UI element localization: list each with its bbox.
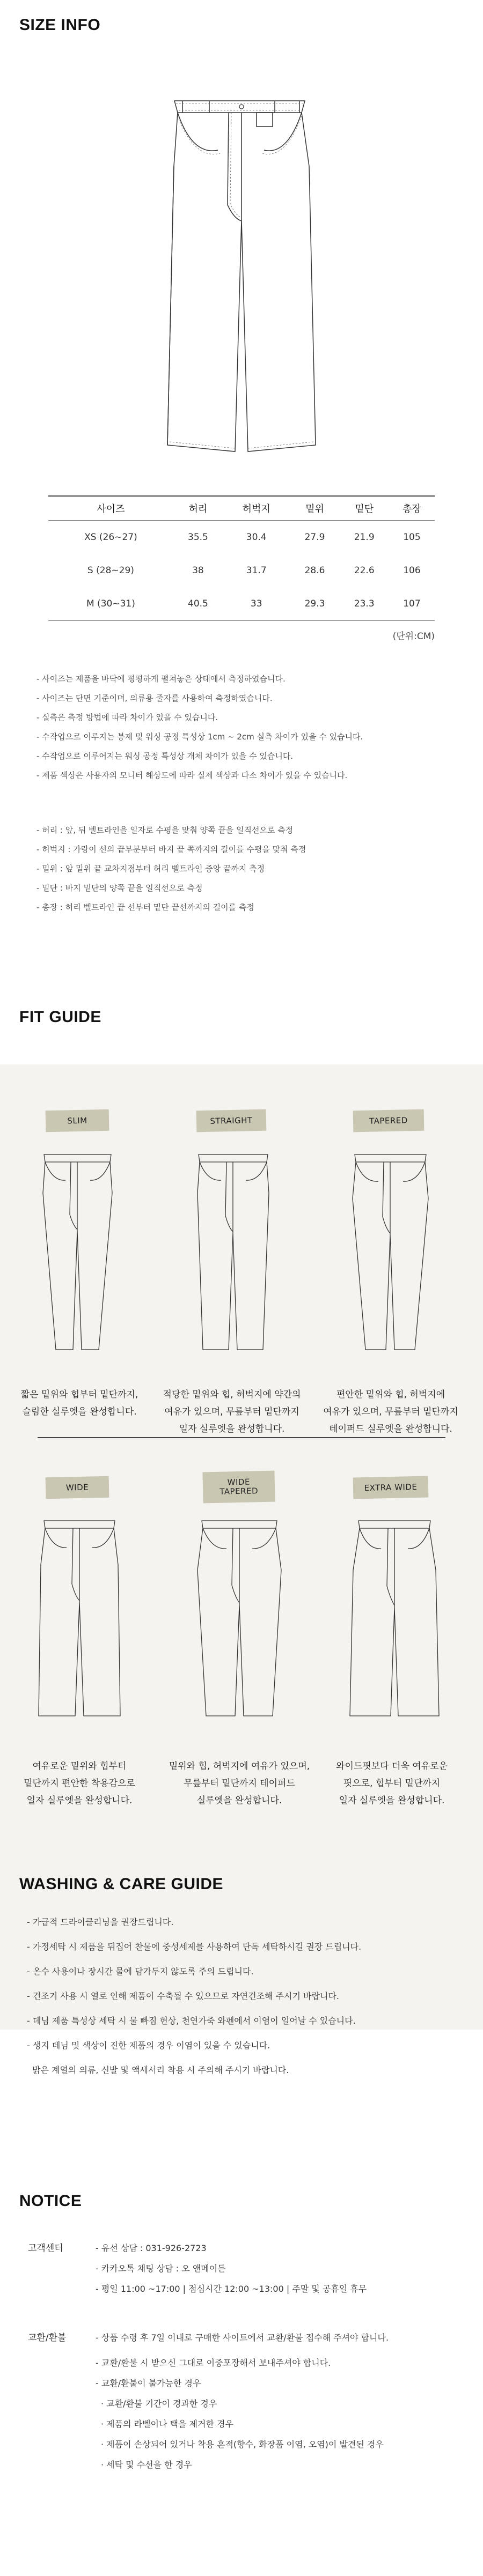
table-cell: 35.5 xyxy=(188,532,208,543)
extra-wide-jeans-icon xyxy=(349,1516,440,1720)
table-cell: 107 xyxy=(389,587,435,621)
wide-tapered-jeans-icon xyxy=(196,1516,282,1720)
list-item: · 세탁 및 수선을 한 경우 xyxy=(101,2460,192,2470)
fit-label: EXTRA WIDE xyxy=(364,1482,418,1493)
fit-label: WIDE xyxy=(65,1482,89,1492)
desc-line: 일자 실루엣을 완성합니다. xyxy=(179,1424,285,1434)
desc-line: 실루엣을 완성합니다. xyxy=(196,1795,282,1806)
table-cell: 40.5 xyxy=(173,587,223,621)
cs-label: 고객센터 xyxy=(28,2243,63,2254)
fit-tag-straight xyxy=(196,1109,267,1132)
header-rise: 밑위 xyxy=(290,496,339,521)
fit-divider xyxy=(38,1437,445,1438)
list-item: - 교환/환불이 불가능한 경우 xyxy=(96,2378,201,2388)
fit-figure-wide-tapered xyxy=(196,1516,282,1720)
fit-desc-tapered xyxy=(316,1386,466,1438)
fit-tag-wide-tapered xyxy=(202,1471,275,1504)
size-table xyxy=(48,495,435,621)
exchange-line: - 상품 수령 후 7일 이내로 구매한 사이트에서 교환/환불 접수해 주셔야 합니다. xyxy=(96,2333,389,2343)
table-cell: XS (26~27) xyxy=(84,532,137,543)
size-table-header xyxy=(48,496,435,521)
size-diagram xyxy=(161,80,322,456)
table-cell: 21.9 xyxy=(354,532,375,543)
washing-list xyxy=(27,1910,361,2083)
measurement-definitions xyxy=(36,820,306,917)
list-item: - 온수 사용이나 장시간 물에 담가두지 않도록 주의 드립니다. xyxy=(27,1966,254,1977)
fit-figure-slim xyxy=(39,1150,116,1354)
desc-line: 슬림한 실루엣을 완성합니다. xyxy=(22,1407,137,1417)
table-cell: 31.7 xyxy=(246,565,267,576)
fit-desc-extra-wide xyxy=(317,1758,467,1809)
list-item: - 데님 제품 특성상 세탁 시 물 빠짐 현상, 천연가죽 와펜에서 이염이 일어날 수 있습니다. xyxy=(27,2016,356,2026)
desc-line: 편안한 밑위와 힙, 허벅지에 xyxy=(336,1389,445,1400)
unit-label: (단위:CM) xyxy=(392,631,435,642)
table-row xyxy=(48,587,435,621)
fit-label: TAPERED xyxy=(219,1486,259,1497)
list-item: - 건조기 사용 시 열로 인해 제품이 수축될 수 있으므로 자연건조해 주시기 바랍니다. xyxy=(27,1991,339,2001)
desc-line: 여유가 있으며, 무릎부터 밑단까지 xyxy=(164,1407,299,1417)
notice-title: NOTICE xyxy=(19,2192,82,2210)
desc-line: 핏으로, 힙부터 밑단까지 xyxy=(343,1778,441,1789)
straight-jeans-icon xyxy=(194,1150,272,1354)
list-item: 밝은 계열의 의류, 신발 및 액세서리 착용 시 주의해 주시기 바랍니다. xyxy=(32,2065,289,2075)
table-cell: 33 xyxy=(223,587,290,621)
cs-kakao: - 카카오톡 채팅 상담 : 오 앤메이든 xyxy=(96,2263,226,2274)
fit-tag-wide xyxy=(46,1476,109,1499)
header-thigh: 허벅지 xyxy=(223,496,290,521)
table-cell: 23.3 xyxy=(340,587,389,621)
fit-tag-tapered xyxy=(353,1109,425,1132)
table-cell: 29.3 xyxy=(290,587,339,621)
exchange-list xyxy=(96,2353,384,2475)
list-item: - 제품 색상은 사용자의 모니터 해상도에 따라 실제 색상과 다소 차이가 있을 수 있습니다. xyxy=(36,771,348,780)
desc-line: 테이퍼드 실루엣을 완성합니다. xyxy=(329,1424,452,1434)
list-item: · 제품의 라벨이나 택을 제거한 경우 xyxy=(101,2419,233,2429)
wide-jeans-icon xyxy=(36,1516,122,1720)
list-item: - 생지 데님 및 색상이 진한 제품의 경우 이염이 있을 수 있습니다. xyxy=(27,2040,270,2051)
desc-line: 여유가 있으며, 무릎부터 밑단까지 xyxy=(323,1407,458,1417)
table-cell: 28.6 xyxy=(304,565,325,576)
table-cell: 106 xyxy=(403,565,421,576)
fit-desc-wide-tapered xyxy=(164,1758,314,1809)
fit-tag-slim xyxy=(46,1109,109,1132)
desc-line: 일자 실루엣을 완성합니다. xyxy=(339,1795,445,1806)
fit-figure-wide xyxy=(36,1516,122,1720)
fit-figure-extra-wide xyxy=(349,1516,440,1720)
list-item: - 사이즈는 제품을 바닥에 평평하게 펼쳐놓은 상태에서 측정하였습니다. xyxy=(36,674,286,684)
fit-tag-extra-wide xyxy=(353,1476,429,1499)
fit-label: WIDE xyxy=(227,1477,251,1487)
list-item: - 총장 : 허리 벨트라인 끝 선부터 밑단 끝선까지의 길이를 측정 xyxy=(36,902,254,912)
size-notes xyxy=(36,669,363,785)
header-hem: 밑단 xyxy=(340,496,389,521)
list-item: - 밑단 : 바지 밑단의 양쪽 끝을 일직선으로 측정 xyxy=(36,883,203,893)
fit-figure-straight xyxy=(194,1150,272,1354)
list-item: · 교환/환불 기간이 경과한 경우 xyxy=(101,2399,217,2409)
list-item: - 교환/환불 시 받으신 그대로 이중포장해서 보내주셔야 합니다. xyxy=(96,2358,331,2368)
desc-line: 여유로운 밑위와 힙부터 xyxy=(32,1761,127,1772)
fit-desc-slim xyxy=(4,1386,155,1420)
exchange-label: 교환/환불 xyxy=(28,2333,67,2343)
fit-label: SLIM xyxy=(67,1115,87,1126)
list-item: · 제품이 손상되어 있거나 착용 흔적(향수, 화장품 이염, 오염)이 발견된 경우 xyxy=(101,2439,384,2449)
header-length: 총장 xyxy=(389,496,435,521)
fit-guide-title: FIT GUIDE xyxy=(19,1008,101,1026)
table-cell: S (28~29) xyxy=(87,565,134,576)
slim-jeans-icon xyxy=(39,1150,116,1354)
fit-desc-straight xyxy=(157,1386,307,1438)
desc-line: 일자 실루엣을 완성합니다. xyxy=(26,1795,133,1806)
list-item: - 수작업으로 이루지는 봉제 및 워싱 공정 특성상 1cm ~ 2cm 실측 차이가 있을 수 있습니다. xyxy=(36,732,363,742)
table-cell: 22.6 xyxy=(354,565,375,576)
table-cell: 30.4 xyxy=(246,532,267,543)
desc-line: 밑단까지 편안한 착용감으로 xyxy=(24,1778,135,1789)
table-cell: 38 xyxy=(192,565,204,576)
table-row xyxy=(48,554,435,587)
desc-line: 짧은 밑위와 힙부터 밑단까지, xyxy=(20,1389,138,1400)
fit-label: TAPERED xyxy=(369,1115,408,1126)
table-cell: M (30~31) xyxy=(48,587,173,621)
table-row xyxy=(48,521,435,554)
desc-line: 밑위와 힙, 허벅지에 여유가 있으며, xyxy=(169,1761,310,1772)
list-item: - 허리 : 앞, 뒤 벨트라인을 일자로 수평을 맞춰 양쪽 끝을 일직선으로 측정 xyxy=(36,825,294,835)
list-item: - 사이즈는 단면 기준이며, 의류용 줄자를 사용하여 측정하였습니다. xyxy=(36,693,273,703)
fit-figure-tapered xyxy=(352,1150,429,1354)
header-waist: 허리 xyxy=(173,496,223,521)
list-item: - 밑위 : 앞 밑위 끝 교차지점부터 허리 벨트라인 중앙 끝까지 측정 xyxy=(36,864,265,874)
list-item: - 가정세탁 시 제품을 뒤집어 찬물에 중성세제를 사용하여 단독 세탁하시길 권장 드립니다. xyxy=(27,1942,362,1952)
desc-line: 와이드핏보다 더욱 여유로운 xyxy=(336,1761,448,1772)
washing-title: WASHING & CARE GUIDE xyxy=(19,1875,224,1893)
size-info-title: SIZE INFO xyxy=(19,16,101,34)
table-cell: 27.9 xyxy=(304,532,325,543)
list-item: - 수작업으로 이루어지는 워싱 공정 특성상 개체 차이가 있을 수 있습니다. xyxy=(36,751,294,761)
fit-desc-wide xyxy=(4,1758,155,1809)
desc-line: 무릎부터 밑단까지 테이퍼드 xyxy=(184,1778,295,1789)
list-item: - 실측은 측정 방법에 따라 차이가 있을 수 있습니다. xyxy=(36,713,218,722)
header-size: 사이즈 xyxy=(48,496,173,521)
list-item: - 가급적 드라이클리닝을 권장드립니다. xyxy=(27,1917,174,1927)
cs-phone: - 유선 상담 : 031-926-2723 xyxy=(96,2243,207,2253)
tapered-jeans-icon xyxy=(352,1150,429,1354)
jeans-diagram-icon xyxy=(161,80,322,456)
cs-hours: - 평일 11:00 ~17:00 | 점심시간 12:00 ~13:00 | 주말 및 공휴일 휴무 xyxy=(96,2284,367,2294)
table-cell: 105 xyxy=(403,532,421,543)
list-item: - 허벅지 : 가랑이 선의 끝부분부터 바지 끝 쪽까지의 길이를 수평을 맞춰 측정 xyxy=(36,845,306,854)
fit-label: STRAIGHT xyxy=(210,1115,253,1126)
desc-line: 적당한 밑위와 힙, 허벅지에 약간의 xyxy=(163,1389,301,1400)
